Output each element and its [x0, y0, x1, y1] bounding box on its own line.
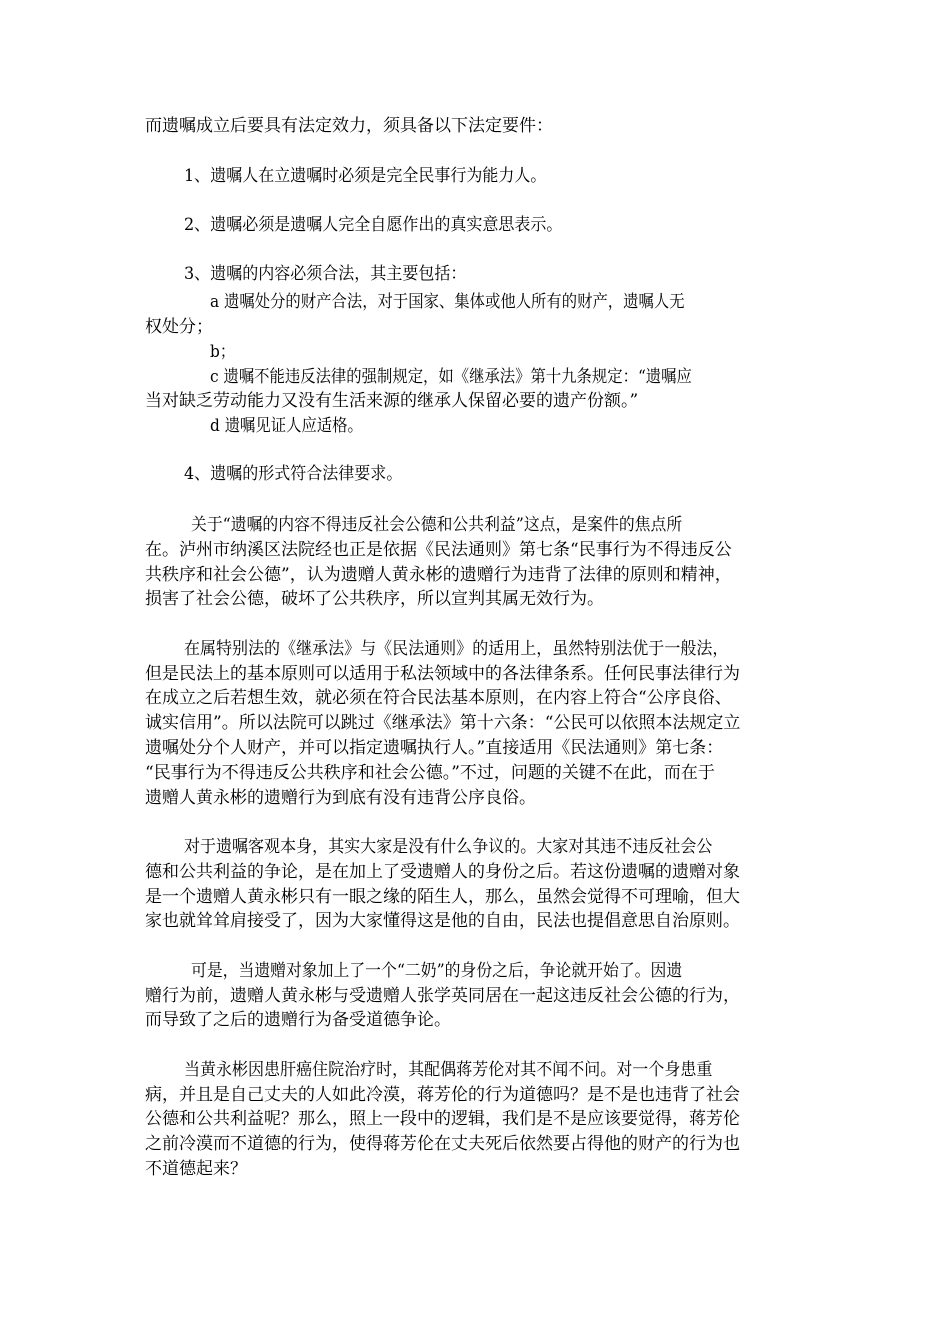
text-line: 但是民法上的基本原则可以适用于私法领域中的各法律条系。任何民事法律行为: [145, 664, 740, 684]
text-line: 1、遗嘱人在立遗嘱时必须是完全民事行为能力人。: [184, 166, 547, 186]
text-line: 德和公共利益的争论，是在加上了受遗赠人的身份之后。若这份遗嘱的遗赠对象: [145, 862, 740, 882]
text-line: 家也就耸耸肩接受了，因为大家懂得这是他的自由，民法也提倡意思自治原则。: [145, 911, 740, 931]
text-line: 对于遗嘱客观本身，其实大家是没有什么争议的。大家对其违不违反社会公: [184, 837, 713, 857]
text-line: 公德和公共利益呢？那么，照上一段中的逻辑，我们是不是应该要觉得，蒋芳伦: [145, 1109, 740, 1129]
text-line: 当黄永彬因患肝癌住院治疗时，其配偶蒋芳伦对其不闻不问。对一个身患重: [184, 1060, 713, 1080]
text-line: a 遗嘱处分的财产合法，对于国家、集体或他人所有的财产，遗嘱人无: [210, 292, 685, 312]
text-line: 损害了社会公德，破坏了公共秩序，所以宣判其属无效行为。: [145, 589, 604, 609]
text-line: 可是，当遗赠对象加上了一个“二奶”的身份之后，争论就开始了。因遗: [191, 961, 683, 981]
text-line: 在属特别法的《继承法》与《民法通则》的适用上，虽然特别法优于一般法，: [184, 639, 729, 659]
text-line: 是一个遗赠人黄永彬只有一眼之缘的陌生人，那么，虽然会觉得不可理喻，但大: [145, 887, 740, 907]
text-line: 权处分；: [145, 317, 213, 337]
text-line: 赠行为前，遗赠人黄永彬与受遗赠人张学英同居在一起这违反社会公德的行为，: [145, 986, 740, 1006]
text-line: d 遗嘱见证人应适格。: [210, 416, 363, 436]
text-line: 诚实信用”。所以法院可以跳过《继承法》第十六条：“公民可以依照本法规定立: [145, 713, 741, 733]
text-line: 之前冷漠而不道德的行为，使得蒋芳伦在丈夫死后依然要占得他的财产的行为也: [145, 1134, 740, 1154]
text-line: 共秩序和社会公德”，认为遗赠人黄永彬的遗赠行为违背了法律的原则和精神，: [145, 565, 732, 585]
text-line: 当对缺乏劳动能力又没有生活来源的继承人保留必要的遗产份额。”: [145, 391, 639, 411]
text-line: 关于“遗嘱的内容不得违反社会公德和公共利益”这点，是案件的焦点所: [191, 515, 683, 535]
text-line: 在成立之后若想生效，就必须在符合民法基本原则，在内容上符合“公序良俗、: [145, 688, 732, 708]
text-line: 遗嘱处分个人财产，并可以指定遗嘱执行人。”直接适用《民法通则》第七条：: [145, 738, 724, 758]
text-line: 不道德起来？: [145, 1159, 247, 1179]
text-line: 4、遗嘱的形式符合法律要求。: [184, 464, 403, 484]
text-line: 而遗嘱成立后要具有法定效力，须具备以下法定要件：: [145, 116, 553, 136]
text-line: 2、遗嘱必须是遗嘱人完全自愿作出的真实意思表示。: [184, 215, 563, 235]
text-line: 在。泸州市纳溪区法院经也正是依据《民法通则》第七条“民事行为不得违反公: [145, 540, 732, 560]
text-line: 而导致了之后的遗赠行为备受道德争论。: [145, 1010, 451, 1030]
text-line: “民事行为不得违反公共秩序和社会公德。”不过，问题的关键不在此，而在于: [145, 763, 715, 783]
text-line: 病，并且是自己丈夫的人如此冷漠，蒋芳伦的行为道德吗？是不是也违背了社会: [145, 1085, 740, 1105]
text-line: c 遗嘱不能违反法律的强制规定，如《继承法》第十九条规定：“遗嘱应: [210, 367, 692, 387]
text-line: 3、遗嘱的内容必须合法，其主要包括：: [184, 264, 467, 284]
text-line: b；: [210, 342, 236, 362]
text-line: 遗赠人黄永彬的遗赠行为到底有没有违背公序良俗。: [145, 788, 536, 808]
